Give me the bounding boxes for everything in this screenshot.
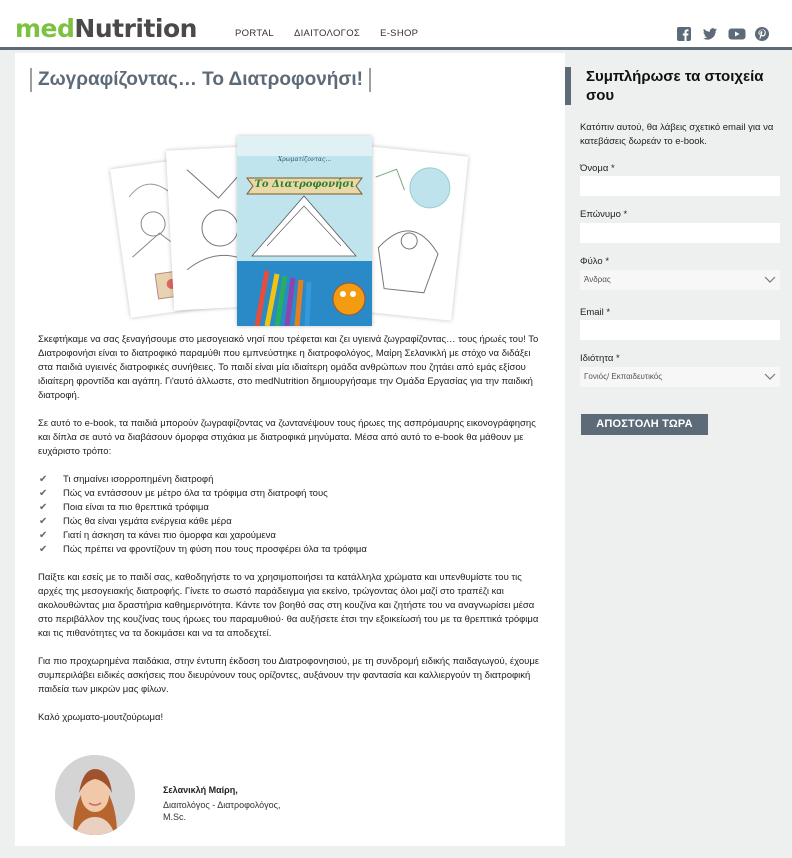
list-item: ✔ Ποια είναι τα πιο θρεπτικά τρόφιμα	[39, 502, 209, 513]
author-avatar	[55, 755, 135, 835]
paragraph-advanced: Για πιο προχωρημένα παιδάκια, στην έντυπη έκδοση του Διατροφονησιού, με τη συνδρομή ειδικής παιδαγωγού, έχουμε συμπεριλάβει ειδικές ασκήσεις που διευρύνουν τους ορίζοντες, αυξάνουν την φαντασία και καλλιεργούν τη διατροφική παιδεία των μικρών μας φίλων.	[38, 656, 540, 695]
form-title: Συμπλήρωσε τα στοιχεία σου	[565, 67, 792, 105]
author-role: Διαιτολόγος - Διατροφολόγος, M.Sc.	[163, 800, 281, 822]
article-body	[38, 333, 548, 739]
page-title: Ζωγραφίζοντας… Το Διατροφονήσι!	[38, 69, 363, 90]
paragraph-closing: Καλό χρωματο-μουτζούρωμα!	[38, 712, 164, 723]
chevron-down-icon	[764, 370, 776, 382]
check-icon: ✔	[39, 488, 48, 499]
check-icon: ✔	[39, 516, 48, 527]
role-label: Ιδιότητα *	[580, 353, 620, 364]
email-input[interactable]	[580, 320, 780, 340]
check-icon: ✔	[39, 474, 48, 485]
ebook-cover-image	[115, 133, 475, 328]
list-item: ✔ Γιατί η άσκηση τα κάνει πιο όμορφα και χαρούμενα	[39, 530, 276, 541]
list-item: ✔ Πώς πρέπει να φροντίζουν τη φύση που τους προσφέρει όλα τα τρόφιμα	[39, 544, 367, 555]
gender-select[interactable]: Άνδρας	[580, 270, 780, 290]
nav-dietitian[interactable]: ΔΙΑΙΤΟΛΟΓΟΣ	[293, 28, 361, 39]
twitter-icon[interactable]	[702, 26, 718, 42]
learning-list	[38, 473, 548, 557]
youtube-icon[interactable]	[728, 26, 744, 42]
cover-title: Το Διατροφονήσι	[254, 179, 355, 190]
paragraph-parents: Παίξτε και εσείς με το παιδί σας, καθοδηγήστε το να χρησιμοποιήσει τα κατάλληλα χρώματα και υπενθυμίστε του τις αρχές της μεσογειακής διατροφής. Γίνετε το σωστό παράδειγμα για εκείνο, τρώγοντας όλοι μαζί στο τραπέζι και ακολουθώντας μια δραστήρια καθημερινότητα. Κάντε τον βοηθό σας στη κουζίνα και ζητήστε του να αναγνωρίσει μέσα στο περιβάλλον της κουζίνας τους ήρωες του παραμυθιού· θα αυξήσετε έτσι την εξοικείωσή του με τα θρεπτικά τρόφιμα και τις πιθανότητες να τα δοκιμάσει και να τα αποδεχτεί.	[38, 572, 539, 639]
list-item: ✔ Πώς να εντάσσουν με μέτρο όλα τα τρόφιμα στη διατροφή τους	[39, 488, 328, 499]
main-nav	[235, 28, 418, 39]
nav-portal[interactable]: PORTAL	[235, 28, 274, 39]
submit-button[interactable]: ΑΠΟΣΤΟΛΗ ΤΩΡΑ	[581, 414, 708, 435]
article-panel	[15, 53, 565, 846]
chevron-down-icon	[764, 273, 776, 285]
site-header	[0, 0, 792, 50]
author-block	[55, 755, 355, 835]
ebook-form-panel	[565, 53, 792, 858]
facebook-icon[interactable]	[676, 26, 692, 42]
list-item: ✔ Τι σημαίνει ισορροπημένη διατροφή	[39, 474, 214, 485]
social-links	[676, 26, 770, 42]
last-name-input[interactable]	[580, 223, 780, 243]
title-frame	[30, 68, 371, 92]
form-description: Κατόπιν αυτού, θα λάβεις σχετικό email για να κατεβάσεις δωρεάν το e-book.	[580, 122, 774, 147]
paragraph-ebook: Σε αυτό το e-book, τα παιδιά μπορούν ζωγραφίζοντας να ζωντανέψουν τους ήρωες της ασπρόμαυρης εικονογράφησης και δίπλα σε αυτό να διαβάσουν όμορφα στιχάκια με διατροφικά μηνύματα. Μέσα από αυτό το e-book θα μάθουν με ευχάριστο τρόπο:	[38, 418, 536, 457]
pinterest-icon[interactable]	[754, 26, 770, 42]
role-select[interactable]: Γονιός/ Εκπαιδευτικός	[580, 367, 780, 387]
site-logo[interactable]: medNutrition	[15, 14, 197, 43]
ebook-front-cover	[237, 136, 372, 326]
paragraph-intro: Σκεφτήκαμε να σας ξεναγήσουμε στο μεσογειακό νησί που τρέφεται και ζει υγιεινά ζωγραφίζοντας… τους ήρωές του! Το Διατροφονήσι είναι το διατροφικό παραμύθι που εμπνεύστηκε η διατροφολόγος, Μαίρη Σελανικλή με στόχο να διδάξει στα παιδιά υγιεινές διατροφικές συνήθειες. Το παιδί είναι μία ιδιαίτερη ομάδα ανθρώπων που ζητάει από εμάς εξίσου ιδιαίτερη φροντίδα και αγάπη. Γι'αυτό άλλωστε, στο medNutrition δημιουργήσαμε την Ομάδα Εργασίας για την παιδική διατροφή.	[38, 334, 539, 401]
email-label: Email *	[580, 307, 611, 318]
nav-eshop[interactable]: E-SHOP	[380, 28, 419, 39]
check-icon: ✔	[39, 530, 48, 541]
gender-label: Φύλο *	[580, 256, 610, 267]
check-icon: ✔	[39, 544, 48, 555]
author-name: Σελανικλή Μαίρη,	[163, 785, 238, 795]
first-name-label: Όνομα *	[580, 163, 615, 174]
cover-subtitle: Χρωματίζοντας...	[277, 156, 332, 163]
first-name-input[interactable]	[580, 176, 780, 196]
check-icon: ✔	[39, 502, 48, 513]
list-item: ✔ Πώς θα είναι γεμάτα ενέργεια κάθε μέρα	[39, 516, 232, 527]
last-name-label: Επώνυμο *	[580, 209, 628, 220]
